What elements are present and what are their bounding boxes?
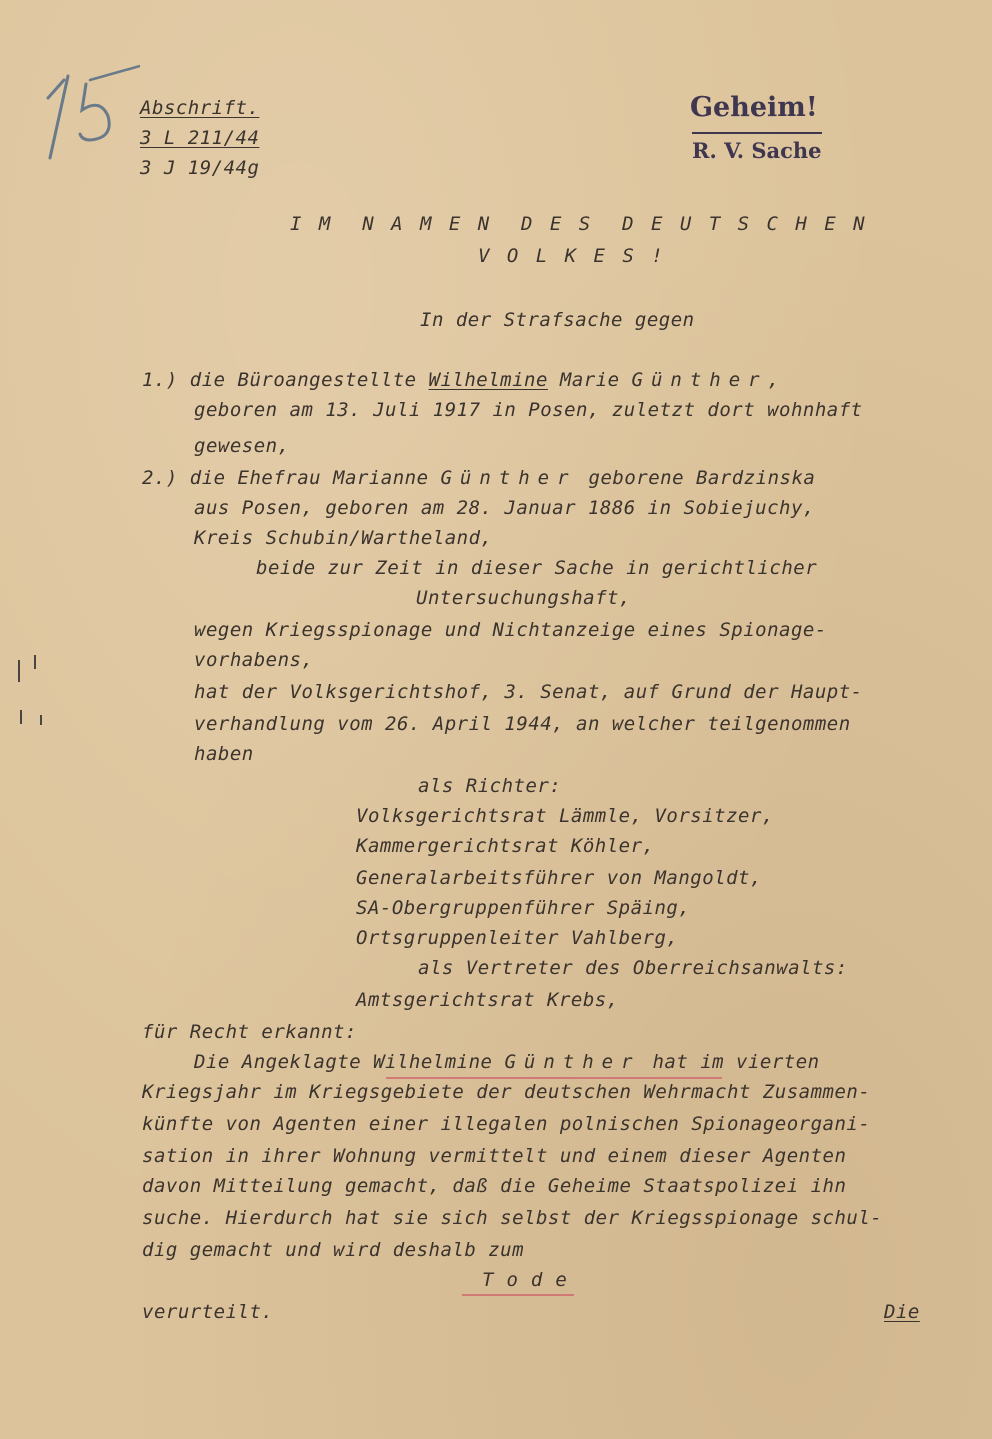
margin-mark [40,715,42,725]
title-line-1: I M N A M E N D E S D E U T S C H E N [290,213,868,235]
secret-stamp [688,92,838,182]
red-underline-name [386,1077,722,1079]
defendant-2-line-1: 2.) die Ehefrau Marianne Günther geborene Bardzinska [142,467,816,489]
margin-mark [20,710,22,724]
stamp-line-1: Geheim! [690,92,818,123]
court-line-2: verhandlung vom 26. April 1944, an welcher teilgenommen [194,713,851,735]
judge-3: Generalarbeitsführer von Mangoldt, [356,867,762,889]
verdict-heading: für Recht erkannt: [142,1021,357,1043]
verdict-line-6: suche. Hierdurch hat sie sich selbst der Kriegsspionage schul- [142,1207,883,1229]
title-line-2: V O L K E S ! [478,245,666,267]
verdict-line-2: Kriegsjahr im Kriegsgebiete der deutschen Wehrmacht Zusammen- [142,1081,871,1103]
margin-mark [18,660,20,682]
verdict-line-7: dig gemacht und wird deshalb zum [142,1239,525,1261]
defendant-2-line-3: Kreis Schubin/Wartheland, [194,527,493,549]
judge-5: Ortsgruppenleiter Vahlberg, [356,927,679,949]
red-underline-sentence [462,1294,574,1296]
charge-line-1: wegen Kriegsspionage und Nichtanzeige eines Spionage- [194,619,827,641]
court-line-1: hat der Volksgerichtshof, 3. Senat, auf Grund der Haupt- [194,681,863,703]
stamp-line-2: R. V. Sache [692,132,822,163]
judges-heading: als Richter: [418,775,562,797]
judge-1: Volksgerichtsrat Lämmle, Vorsitzer, [356,805,774,827]
file-number-2: 3 J 19/44g [140,157,260,179]
verdict-line-5: davon Mitteilung gemacht, daß die Geheime Staatspolizei ihn [142,1175,847,1197]
copy-label: Abschrift. [140,97,260,119]
sentence-word: Tode [482,1269,580,1291]
defendant-1-line-1: 1.) die Büroangestellte Wilhelmine Marie Günther, [142,369,780,391]
defendant-2-line-2: aus Posen, geboren am 28. Januar 1886 in Sobiejuchy, [194,497,815,519]
handwritten-page-number [30,58,140,168]
defendant-1-line-2: geboren am 13. Juli 1917 in Posen, zuletzt dort wohnhaft [194,399,863,421]
page-catchword: Die [884,1301,920,1323]
prosecutor-heading: als Vertreter des Oberreichsanwalts: [418,957,848,979]
court-line-3: haben [194,743,254,765]
prosecutor-name: Amtsgerichtsrat Krebs, [356,989,619,1011]
verdict-line-3: künfte von Agenten einer illegalen polnischen Spionageorgani- [142,1113,871,1135]
judge-2: Kammergerichtsrat Köhler, [356,835,655,857]
verdict-end: verurteilt. [142,1301,274,1323]
margin-mark [34,655,36,669]
custody-line-2: Untersuchungshaft, [416,587,631,609]
custody-line-1: beide zur Zeit in dieser Sache in gerichtlicher [256,557,818,579]
intro-line: In der Strafsache gegen [420,309,695,331]
verdict-line-1: Die Angeklagte Wilhelmine Günther hat im vierten [194,1051,820,1073]
judge-4: SA-Obergruppenführer Späing, [356,897,691,919]
charge-line-2: vorhabens, [194,649,314,671]
file-number-1: 3 L 211/44 [140,127,260,149]
verdict-line-4: sation in ihrer Wohnung vermittelt und einem dieser Agenten [142,1145,847,1167]
defendant-1-line-3: gewesen, [194,435,290,457]
